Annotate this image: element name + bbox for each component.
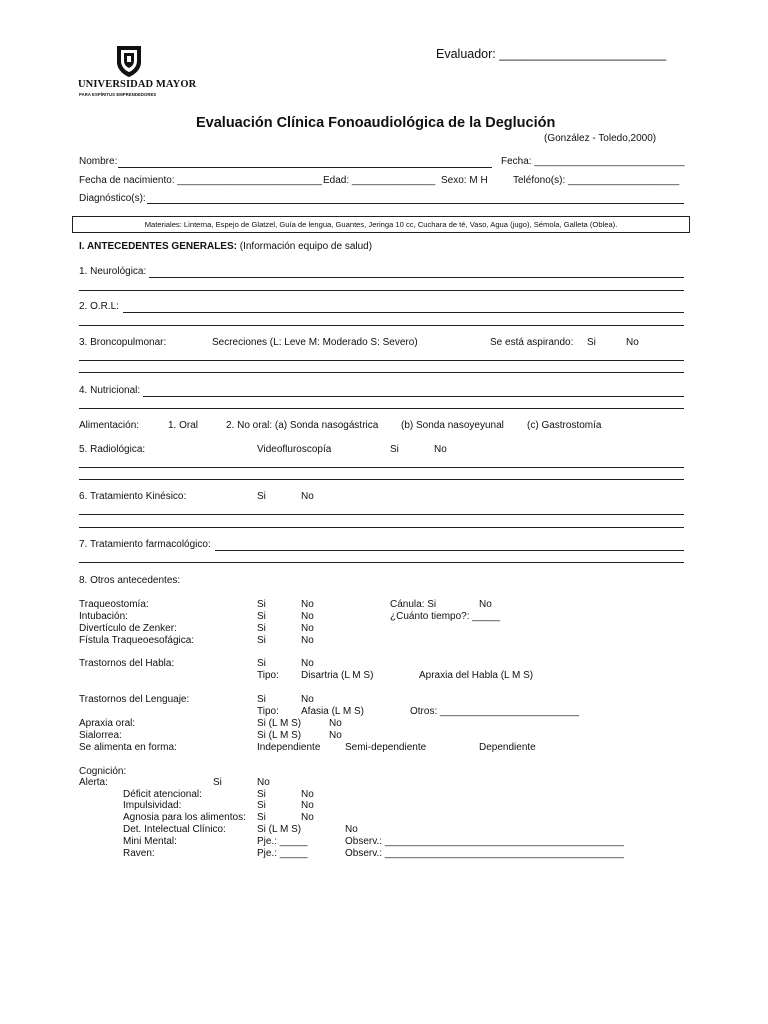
sexo-field[interactable]: Sexo: M H <box>441 175 488 186</box>
alerta-si[interactable]: Si <box>213 777 222 788</box>
sialorrea-label: Sialorrea: <box>79 730 122 741</box>
radiologica-line-2[interactable] <box>79 479 684 480</box>
apraxia-oral-si[interactable]: Si (L M S) <box>257 718 302 729</box>
section-subtitle: (Información equipo de salud) <box>236 241 373 252</box>
otros-antecedentes-label: 8. Otros antecedentes: <box>79 575 181 586</box>
cognicion-label: Cognición: <box>79 766 127 777</box>
radiologica-no[interactable]: No <box>434 444 447 455</box>
raven-label: Raven: <box>123 848 155 859</box>
det-intelectual-label: Det. Intelectual Clínico: <box>123 824 226 835</box>
mini-mental-pje-field[interactable]: Pje.: _____ <box>257 836 308 847</box>
deficit-atencional-label: Déficit atencional: <box>123 789 202 800</box>
bronco-line-1[interactable] <box>79 360 684 361</box>
author-citation: (González - Toledo,2000) <box>544 133 657 144</box>
habla-si[interactable]: Si <box>257 658 266 669</box>
deficit-no[interactable]: No <box>301 789 314 800</box>
diagnostico-line[interactable] <box>147 203 684 204</box>
fistula-label: Fístula Traqueoesofágica: <box>79 635 195 646</box>
det-intelectual-no[interactable]: No <box>345 824 358 835</box>
mini-mental-label: Mini Mental: <box>123 836 177 847</box>
university-logo <box>78 44 197 104</box>
radiologica-line-1[interactable] <box>79 467 684 468</box>
apraxia-oral-label: Apraxia oral: <box>79 718 136 729</box>
nutricional-line-1[interactable] <box>143 396 684 397</box>
alerta-label: Alerta: <box>79 777 108 788</box>
neurologica-line-1[interactable] <box>149 277 684 278</box>
materials-box: Materiales: Linterna, Espejo de Glatzel, Guía de lengua, Guantes, Jeringa 10 cc, Cuchara de té, Vaso, Agua (jugo), Sémola, Galleta (Oblea). <box>72 216 690 233</box>
impulsividad-label: Impulsividad: <box>123 800 182 811</box>
dependiente-option[interactable]: Dependiente <box>479 742 536 753</box>
canula-no[interactable]: No <box>479 599 492 610</box>
kinesico-line-2[interactable] <box>79 527 684 528</box>
disartria-option[interactable]: Disartria (L M S) <box>301 670 374 681</box>
gastrostomia[interactable]: (c) Gastrostomía <box>527 420 602 431</box>
fecha-field[interactable]: Fecha: ___________________________ <box>501 156 685 167</box>
logo-tagline: PARA ESPÍRITUS EMPRENDEDORES <box>79 92 157 97</box>
kinesico-no[interactable]: No <box>301 491 314 502</box>
semi-dependiente-option[interactable]: Semi-dependiente <box>345 742 427 753</box>
kinesico-line-1[interactable] <box>79 514 684 515</box>
intubacion-no[interactable]: No <box>301 611 314 622</box>
videofluroscopia-label: Videofluroscopía <box>257 444 332 455</box>
zenker-si[interactable]: Si <box>257 623 266 634</box>
zenker-label: Divertículo de Zenker: <box>79 623 177 634</box>
nombre-label: Nombre: <box>79 156 118 167</box>
sialorrea-no[interactable]: No <box>329 730 342 741</box>
zenker-no[interactable]: No <box>301 623 314 634</box>
nutricional-line-2[interactable] <box>79 408 684 409</box>
intubacion-label: Intubación: <box>79 611 128 622</box>
secreciones-label[interactable]: Secreciones (L: Leve M: Moderado S: Severo) <box>212 337 418 348</box>
bronco-line-2[interactable] <box>79 372 684 373</box>
farmacologico-line-2[interactable] <box>79 562 684 563</box>
trastornos-lenguaje-label: Trastornos del Lenguaje: <box>79 694 190 705</box>
deficit-si[interactable]: Si <box>257 789 266 800</box>
shield-crest-icon <box>114 44 144 78</box>
neurologica-line-2[interactable] <box>79 290 684 291</box>
cuanto-tiempo-field[interactable]: ¿Cuánto tiempo?: _____ <box>390 611 501 622</box>
alimentacion-oral[interactable]: 1. Oral <box>168 420 199 431</box>
orl-line-2[interactable] <box>79 325 684 326</box>
kinesico-si[interactable]: Si <box>257 491 266 502</box>
habla-no[interactable]: No <box>301 658 314 669</box>
evaluator-field[interactable]: Evaluador: ________________________ <box>436 47 667 61</box>
diagnostico-label: Diagnóstico(s): <box>79 193 146 204</box>
lenguaje-si[interactable]: Si <box>257 694 266 705</box>
sialorrea-si[interactable]: Si (L M S) <box>257 730 302 741</box>
kinesico-label: 6. Tratamiento Kinésico: <box>79 491 187 502</box>
nutricional-label: 4. Nutricional: <box>79 385 141 396</box>
section-title-text: I. ANTECEDENTES GENERALES: <box>79 241 237 252</box>
traqueostomia-label: Traqueostomía: <box>79 599 149 610</box>
traqueostomia-si[interactable]: Si <box>257 599 266 610</box>
farmacologico-line-1[interactable] <box>215 550 684 551</box>
independiente-option[interactable]: Independiente <box>257 742 321 753</box>
orl-line-1[interactable] <box>123 312 684 313</box>
aspirando-label: Se está aspirando: <box>490 337 574 348</box>
apraxia-habla-option[interactable]: Apraxia del Habla (L M S) <box>419 670 534 681</box>
sonda-nasoyeyunal[interactable]: (b) Sonda nasoyeyunal <box>401 420 504 431</box>
alerta-no[interactable]: No <box>257 777 270 788</box>
impulsividad-si[interactable]: Si <box>257 800 266 811</box>
nombre-line[interactable] <box>118 167 492 168</box>
orl-label: 2. O.R.L: <box>79 301 120 312</box>
mini-mental-observ-field[interactable]: Observ.: ___________________________________________ <box>345 836 624 847</box>
fistula-si[interactable]: Si <box>257 635 266 646</box>
det-intelectual-si[interactable]: Si (L M S) <box>257 824 302 835</box>
agnosia-si[interactable]: Si <box>257 812 266 823</box>
alimentacion-label: Alimentación: <box>79 420 140 431</box>
agnosia-label: Agnosia para los alimentos: <box>123 812 246 823</box>
aspirando-no[interactable]: No <box>626 337 639 348</box>
intubacion-si[interactable]: Si <box>257 611 266 622</box>
apraxia-oral-no[interactable]: No <box>329 718 342 729</box>
raven-observ-field[interactable]: Observ.: ___________________________________________ <box>345 848 624 859</box>
raven-pje-field[interactable]: Pje.: _____ <box>257 848 308 859</box>
trastornos-habla-label: Trastornos del Habla: <box>79 658 175 669</box>
lenguaje-no[interactable]: No <box>301 694 314 705</box>
alimenta-label: Se alimenta en forma: <box>79 742 177 753</box>
edad-field[interactable]: Edad: _______________ <box>323 175 436 186</box>
fistula-no[interactable]: No <box>301 635 314 646</box>
agnosia-no[interactable]: No <box>301 812 314 823</box>
logo-name: UNIVERSIDAD MAYOR <box>78 79 197 90</box>
afasia-option[interactable]: Afasia (L M S) <box>301 706 364 717</box>
telefono-field[interactable]: Teléfono(s): ____________________ <box>513 175 680 186</box>
broncopulmonar-label: 3. Broncopulmonar: <box>79 337 167 348</box>
neurologica-label: 1. Neurológica: <box>79 266 147 277</box>
habla-tipo-label: Tipo: <box>257 670 279 681</box>
fecha-nacimiento-field[interactable]: Fecha de nacimiento: __________________________ <box>79 175 322 186</box>
otros-lenguaje-field[interactable]: Otros: _________________________ <box>410 706 580 717</box>
impulsividad-no[interactable]: No <box>301 800 314 811</box>
radiologica-si[interactable]: Si <box>390 444 399 455</box>
alimentacion-no-oral[interactable]: 2. No oral: (a) Sonda nasogástrica <box>226 420 379 431</box>
page-title: Evaluación Clínica Fonoaudiológica de la Deglución <box>196 115 556 131</box>
aspirando-si[interactable]: Si <box>587 337 596 348</box>
radiologica-label: 5. Radiológica: <box>79 444 146 455</box>
canula-si[interactable]: Cánula: Si <box>390 599 437 610</box>
farmacologico-label: 7. Tratamiento farmacológico: <box>79 539 211 550</box>
traqueostomia-no[interactable]: No <box>301 599 314 610</box>
lenguaje-tipo-label: Tipo: <box>257 706 279 717</box>
section-title <box>79 242 372 252</box>
